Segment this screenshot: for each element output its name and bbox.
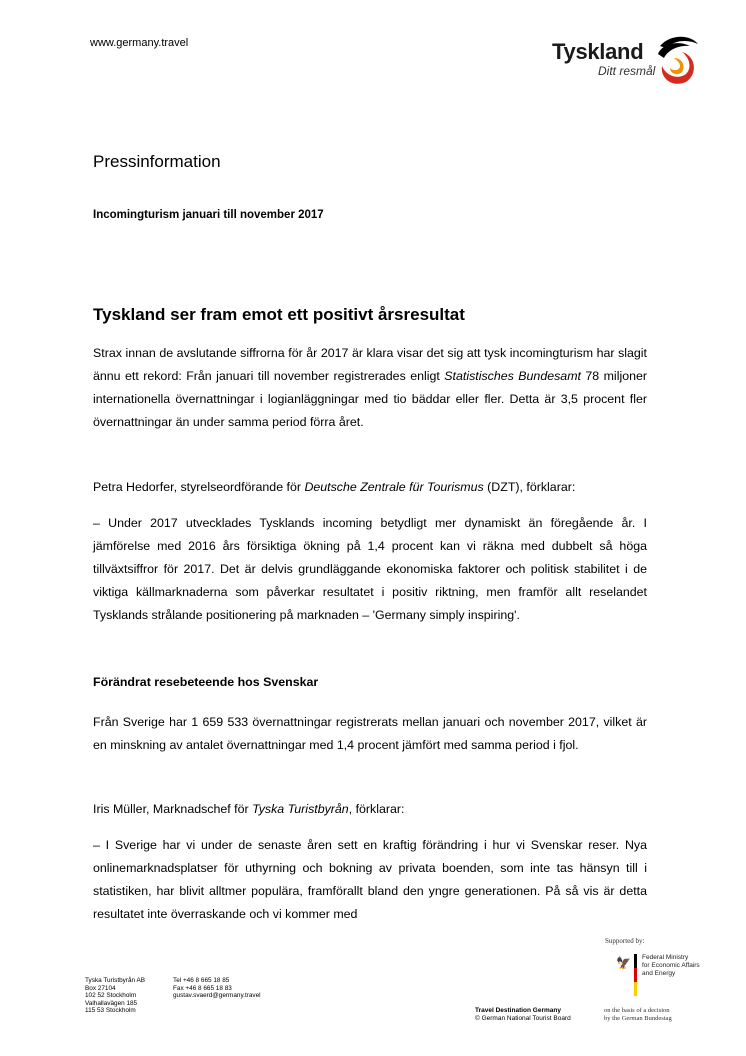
paragraph-speaker-1 <box>93 476 647 499</box>
footer-fax: Fax +46 8 665 18 83 <box>173 984 232 992</box>
logo-name: Tyskland <box>552 39 644 64</box>
p5-emphasis: Tyska Turistbyrån <box>252 802 349 816</box>
federal-eagle-icon: 🦅 <box>616 956 631 970</box>
bundestag-basis: on the basis of a decision by the German Bundestag <box>604 1007 672 1022</box>
footer-phone: Tel +46 8 665 18 85 <box>173 977 230 984</box>
footer-email[interactable]: gustav.svaerd@germany.travel <box>173 992 261 1000</box>
ministry-name: Federal Ministry for Economic Affairs and Energy <box>642 954 700 977</box>
paragraph-quote-2 <box>93 834 647 926</box>
tyskland-logo <box>552 30 702 90</box>
p5-text-b: , förklarar: <box>348 802 405 816</box>
p2-text-b: (DZT), förklarar: <box>483 480 576 494</box>
p5-text-a: Iris Müller, Marknadschef för <box>93 802 253 816</box>
tdg-subtitle: © German National Tourist Board <box>475 1015 571 1022</box>
tdg-title: Travel Destination Germany <box>475 1007 561 1014</box>
p4-text: Från Sverige har 1 659 533 övernattningar registrerats mellan januari och november 2017, vilket är en minskning av antalet övernattningar med 1,4 procent jämfört med samma period i fjol. <box>93 715 647 752</box>
paragraph-sweden-stats <box>93 711 647 757</box>
section-heading: Förändrat resebeteende hos Svenskar <box>93 675 319 689</box>
p3-text: – Under 2017 utvecklades Tysklands incoming betydligt mer dynamiskt än föregående år. I jämförelse med 2016 års försiktiga ökning på 1,4 procent kan vi räkna med dubbelt så höga tillväxtsiffror för 2017. Det är delvis grundläggande ekonomiska faktorer och politisk stabilitet i de viktiga källmarknaderna som påverkar resultatet i positiv riktning, men framför allt reselandet Tysklands strålande positionering på marknaden – 'Germany simply inspiring'. <box>93 516 647 622</box>
p2-text-a: Petra Hedorfer, styrelseordförande för <box>93 480 305 494</box>
paragraph-quote-1 <box>93 512 647 627</box>
supported-by-label: Supported by: <box>605 937 645 945</box>
p2-emphasis: Deutsche Zentrale für Tourismus <box>304 480 484 494</box>
tdg-credit <box>475 1007 571 1023</box>
p1-emphasis: Statistisches Bundesamt <box>444 369 581 383</box>
press-label: Pressinformation <box>93 152 221 171</box>
p6-text: – I Sverige har vi under de senaste åren sett en kraftig förändring i hur vi Svenskar reser. Nya onlinemarknadsplatser för uthyrning och bokning av privata boenden, som inte tas hänsyn till i statistiken, har blivit alltmer populära, framförallt bland den yngre generationen. På så vis är detta resultatet inte överraskande och vi kommer med <box>93 838 647 921</box>
subheading: Incomingturism januari till november 2017 <box>93 209 324 221</box>
footer-address: Tyska Turistbyrån AB Box 27104 102 52 Stockholm Valhallavägen 185 115 53 Stockholm <box>85 977 146 1015</box>
paragraph-speaker-2 <box>93 798 647 821</box>
p1-text-a: Strax innan de avslutande siffrorna för år 2017 är klara visar det sig att tysk incomingturism har slagit ännu ett rekord: Från januari till november registrerades enligt <box>93 346 647 383</box>
logo-tagline: Ditt resmål <box>598 64 656 78</box>
p1-text-b: 78 miljoner internationella övernattningar i logianläggningar med tio bäddar eller fler. Detta är 3,5 procent fler övernattningar än under samma period förra året. <box>93 369 647 429</box>
website-url: www.germany.travel <box>90 37 189 49</box>
ministry-logo <box>612 952 722 1000</box>
paragraph-intro <box>93 342 647 434</box>
german-flag-bar <box>634 954 637 996</box>
swirl-logo-icon <box>652 30 702 86</box>
footer-contact <box>173 977 261 1000</box>
headline: Tyskland ser fram emot ett positivt årsresultat <box>93 305 465 324</box>
